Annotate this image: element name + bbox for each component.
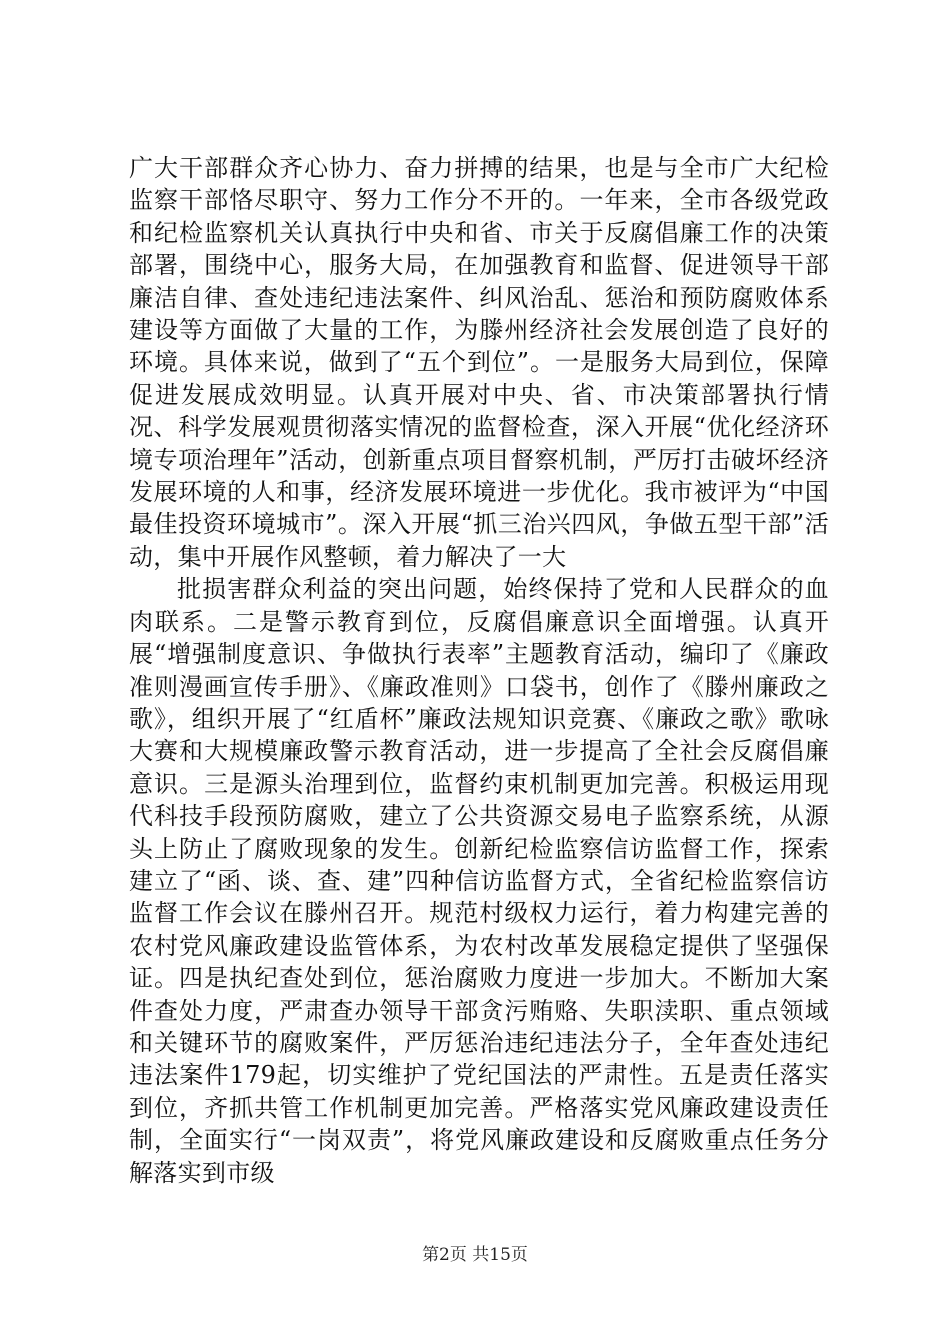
paragraph-2: 批损害群众利益的突出问题，始终保持了党和人民群众的血肉联系。二是警示教育到位，反腐倡廉意识全面增强。认真开展“增强制度意识、争做执行表率”主题教育活动，编印了《廉政准则漫画宣传手册》、《廉政准则》口袋书，创作了《滕州廉政之歌》，组织开展了“红盾杯”廉政法规知识竞赛、《廉政之歌》歌咏大赛和大规模廉政警示教育活动，进一步提高了全社会反腐倡廉意识。三是源头治理到位，监督约束机制更加完善。积极运用现代科技手段预防腐败，建立了公共资源交易电子监察系统，从源头上防止了腐败现象的发生。创新纪检监察信访监督工作，探索建立了“函、谈、查、建”四种信访监督方式，全省纪检监察信访监督工作会议在滕州召开。规范村级权力运行，着力构建完善的农村党风廉政建设监管体系，为农村改革发展稳定提供了坚强保证。四是执纪查处到位，惩治腐败力度进一步加大。不断加大案件查处力度，严肃查办领导干部贪污贿赂、失职渎职、重点领域和关键环节的腐败案件，严厉惩治违纪违法分子，全年查处违纪违法案件179起，切实维护了党纪国法的严肃性。五是责任落实到位，齐抓共管工作机制更加完善。严格落实党风廉政建设责任制，全面实行“一岗双责”，将党风廉政建设和反腐败重点任务分解落实到市级 xyxy=(129,575,829,1187)
document-body xyxy=(129,152,829,1189)
page-number-footer: 第2页 共15页 xyxy=(422,1245,528,1265)
paragraph-1: 广大干部群众齐心协力、奋力拼搏的结果，也是与全市广大纪检监察干部恪尽职守、努力工作分不开的。一年来，全市各级党政和纪检监察机关认真执行中央和省、市关于反腐倡廉工作的决策部署，围绕中心，服务大局，在加强教育和监督、促进领导干部廉洁自律、查处违纪违法案件、纠风治乱、惩治和预防腐败体系建设等方面做了大量的工作，为滕州经济社会发展创造了良好的环境。具体来说，做到了“五个到位”。一是服务大局到位，保障促进发展成效明显。认真开展对中央、省、市决策部署执行情况、科学发展观贯彻落实情况的监督检查，深入开展“优化经济环境专项治理年”活动，创新重点项目督察机制，严厉打击破坏经济发展环境的人和事，经济发展环境进一步优化。我市被评为“中国最佳投资环境城市”。深入开展“抓三治兴四风，争做五型干部”活动，集中开展作风整顿，着力解决了一大 xyxy=(129,154,829,571)
